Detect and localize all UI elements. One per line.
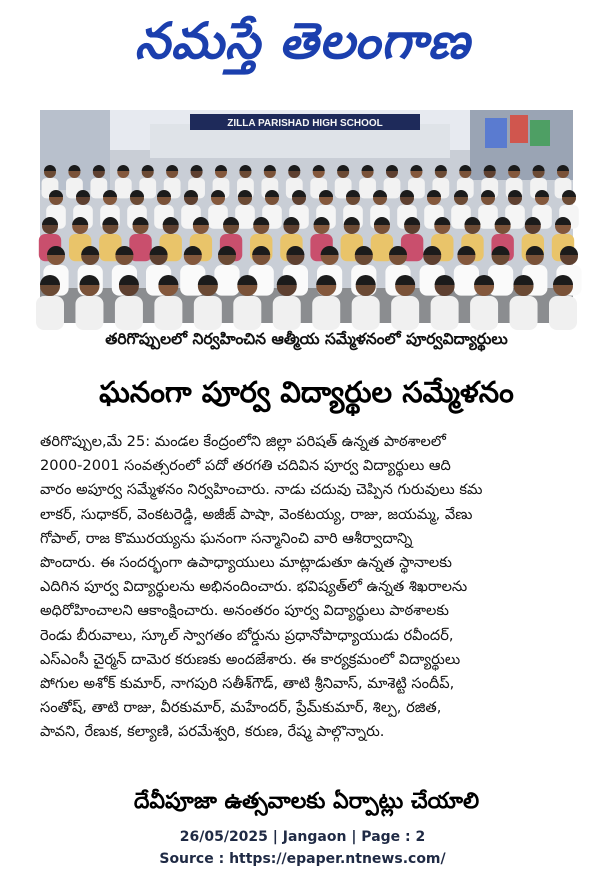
article-line: ఎదిగిన పూర్వ విద్యార్థులను అభినందించారు. భవిష్యత్‌లో ఉన్నత శిఖరాలను bbox=[40, 578, 468, 596]
article-line: సంతోష్, తాటి రాజు, వీరకుమార్, మహేందర్, ప్రేమ్‌కుమార్, శిల్ప, రజిత, bbox=[40, 699, 442, 717]
article-line: తరిగొప్పుల,మే 25: మండల కేంద్రంలోని జిల్లా పరిషత్ ఉన్నత పాఠశాలలో bbox=[40, 433, 446, 450]
person-body bbox=[194, 296, 222, 330]
newspaper-masthead: నమస్తే తెలంగాణ bbox=[134, 12, 471, 70]
person-body bbox=[312, 296, 340, 330]
article-line: లాకర్, సుధాకర్, వెంకటరెడ్డి, అజీజ్ పాషా, వెంకటయ్య, రాజు, జయమ్మ, వేణు bbox=[40, 505, 473, 523]
article-line: పొందారు. ఈ సందర్భంగా ఉపాధ్యాయులు మాట్లాడుతూ ఉన్నత స్థానాలకు bbox=[40, 553, 452, 571]
person-body bbox=[154, 296, 182, 330]
person-body bbox=[214, 265, 239, 296]
article-line: గోపాల్, రాజ కొమురయ్యను ఘనంగా సన్మానించి వారి ఆశీర్వాదాన్ని bbox=[40, 529, 413, 547]
person-body bbox=[115, 178, 132, 198]
article-line: అధిరోహించాలని ఆకాంక్షించారు. అనంతరం పూర్వ విద్యార్థులు పాఠశాలకు bbox=[40, 602, 449, 620]
cutoff-headline-text: దేవీపూజా ఉత్సవాలకు ఏర్పాట్లు చేయాలి bbox=[133, 789, 480, 814]
person-body bbox=[273, 296, 301, 330]
source-url: Source : https://epaper.ntnews.com/ bbox=[159, 851, 446, 867]
person-body bbox=[391, 296, 419, 330]
article-line: పోగుల అశోక్ కుమార్, నాగపురి సతీశ్‌గౌడ్, తాటి శ్రీనివాస్, మాశెట్టి సందీప్, bbox=[40, 674, 455, 692]
article-line: 2000-2001 సంవత్సరంలో పదో తరగతి చదివిన పూర్వ విద్యార్థులు ఆది bbox=[40, 457, 451, 475]
person-body bbox=[36, 296, 64, 330]
news-photo bbox=[40, 110, 573, 323]
person-body bbox=[549, 296, 577, 330]
article-headline: ఘనంగా పూర్వ విద్యార్థుల సమ్మేళనం bbox=[99, 375, 514, 409]
person-body bbox=[352, 296, 380, 330]
person-body bbox=[75, 296, 103, 330]
person-body bbox=[431, 296, 459, 330]
article-body bbox=[40, 430, 573, 744]
person-body bbox=[115, 296, 143, 330]
photo-caption: తరిగొప్పులలో నిర్వహించిన ఆత్మీయ సమ్మేళనంలో పూర్వవిద్యార్థులు bbox=[105, 330, 508, 348]
article-line: పావని, రేణుక, కల్యాణి, పరమేశ్వరి, కరుణ, రేష్మ పాల్గొన్నారు. bbox=[40, 723, 385, 741]
person-body bbox=[470, 296, 498, 330]
article-line: వారం అపూర్వ సమ్మేళనం నిర్వహించారు. నాడు చదువు చెప్పిన గురువులు కమ bbox=[40, 481, 483, 499]
person-body bbox=[454, 265, 479, 296]
next-article-headline-cutoff bbox=[40, 789, 573, 814]
article-line: రెండు బీరువాలు, స్కూల్ స్వాగతం బోర్డును ప్రధానోపాధ్యాయుడు రవీందర్, bbox=[40, 626, 454, 644]
page-footer bbox=[0, 826, 605, 870]
person-body bbox=[233, 296, 261, 330]
edition-date-page: 26/05/2025 | Jangaon | Page : 2 bbox=[179, 829, 426, 845]
school-banner-text: ZILLA PARISHAD HIGH SCHOOL bbox=[227, 118, 383, 129]
person-body bbox=[510, 296, 538, 330]
article-line: ఎస్ఎంసీ చైర్మన్ దామెర కరుణకు అందజేశారు. ఈ కార్యక్రమంలో విద్యార్థులు bbox=[40, 650, 461, 668]
